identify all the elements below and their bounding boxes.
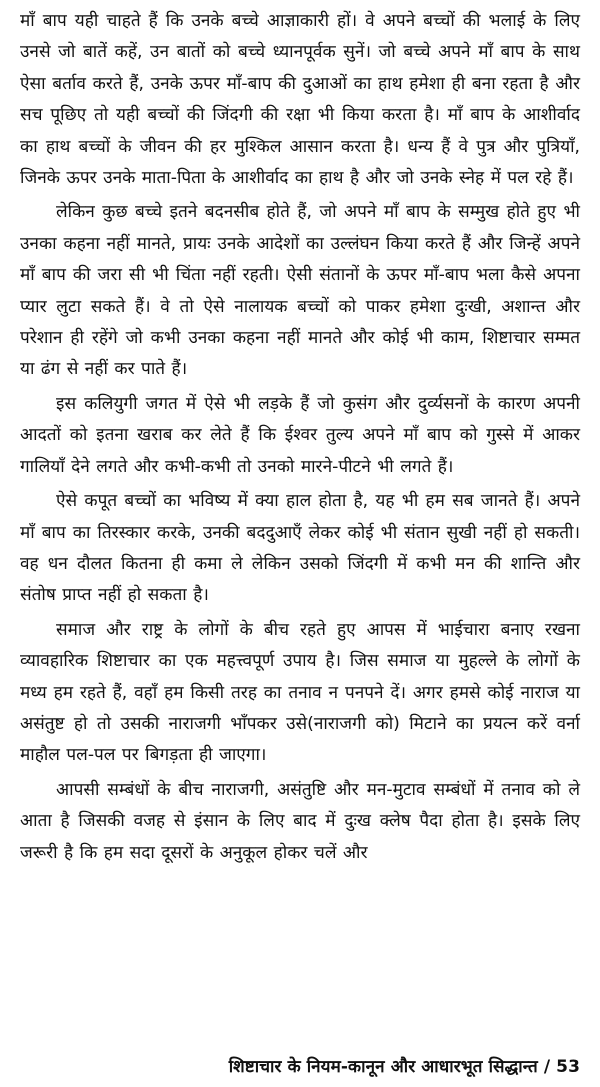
footer-book-title: शिष्टाचार के नियम-कानून और आधारभूत सिद्धान्त: [228, 1057, 538, 1077]
paragraph-4: ऐसे कपूत बच्चों का भविष्य में क्या हाल होता है, यह भी हम सब जानते हैं। अपने माँ बाप का तिरस्कार करके, उनकी बददुआएँ लेकर कोई भी संतान सुखी नहीं हो सकती। वह धन दौलत कितना ही कमा ले लेकिन उसको जिंदगी में कभी मन की शान्ति और संतोष प्राप्त नहीं हो सकता है।: [20, 491, 580, 606]
footer-separator: /: [543, 1057, 551, 1077]
paragraph-6: आपसी सम्बंधों के बीच नाराजगी, असंतुष्टि और मन-मुटाव सम्बंधों में तनाव को ले आता है जिसकी वजह से इंसान के लिए बाद में दुःख क्लेष पैदा होता है। इसके लिए जरूरी है कि हम सदा दूसरों के अनुकूल होकर चलें और: [20, 779, 580, 863]
paragraph-3: इस कलियुगी जगत में ऐसे भी लड़के हैं जो कुसंग और दुर्व्यसनों के कारण अपनी आदतों को इतना खराब कर लेते हैं कि ईश्वर तुल्य अपने माँ बाप को गुस्से में आकर गालियाँ देने लगते और कभी-कभी तो उनको मारने-पीटने भी लगते हैं।: [20, 393, 580, 477]
page-footer: [229, 1054, 580, 1077]
paragraph-1: माँ बाप यही चाहते हैं कि उनके बच्चे आज्ञाकारी हों। वे अपने बच्चों की भलाई के लिए उनसे जो बातें कहें, उन बातों को बच्चे ध्यानपूर्वक सुनें। जो बच्चे अपने माँ बाप के साथ ऐसा बर्ताव करते हैं, उनके ऊपर माँ-बाप की दुआओं का हाथ हमेशा ही बना रहता है और सच पूछिए तो यही बच्चों की जिंदगी की रक्षा भी किया करता है। माँ बाप के आशीर्वाद का हाथ बच्चों के जीवन की हर मुश्किल आसान करता है। धन्य हैं वे पुत्र और पुत्रियाँ, जिनके ऊपर उनके माता-पिता के आशीर्वाद का हाथ है और जो उनके स्नेह में पल रहे हैं।: [20, 11, 580, 189]
paragraph-5: समाज और राष्ट्र के लोगों के बीच रहते हुए आपस में भाईचारा बनाए रखना व्यावहारिक शिष्टाचार का एक महत्त्वपूर्ण उपाय है। जिस समाज या मुहल्ले के लोगों के मध्य हम रहते हैं, वहाँ हम किसी तरह का तनाव न पनपने दें। अगर हमसे कोई नाराज या असंतुष्ट हो तो उसकी नाराजगी भाँपकर उसे(नाराजगी को) मिटाने का प्रयत्न करें वर्ना माहौल पल-पल पर बिगड़ता ही जाएगा।: [20, 619, 580, 766]
page-number: 53: [556, 1057, 580, 1077]
paragraph-2: लेकिन कुछ बच्चे इतने बदनसीब होते हैं, जो अपने माँ बाप के सम्मुख होते हुए भी उनका कहना नहीं मानते, प्रायः उनके आदेशों का उल्लंघन किया करते हैं और जिन्हें अपने माँ बाप की जरा सी भी चिंता नहीं रहती। ऐसी संतानों के ऊपर माँ-बाप भला कैसे अपना प्यार लुटा सकते हैं। वे तो ऐसे नालायक बच्चों को पाकर हमेशा दुःखी, अशान्त और परेशान ही रहेंगे जो कभी उनका कहना नहीं मानते और कोई भी काम, शिष्टाचार सम्मत या ढंग से नहीं कर पाते हैं।: [20, 202, 580, 380]
